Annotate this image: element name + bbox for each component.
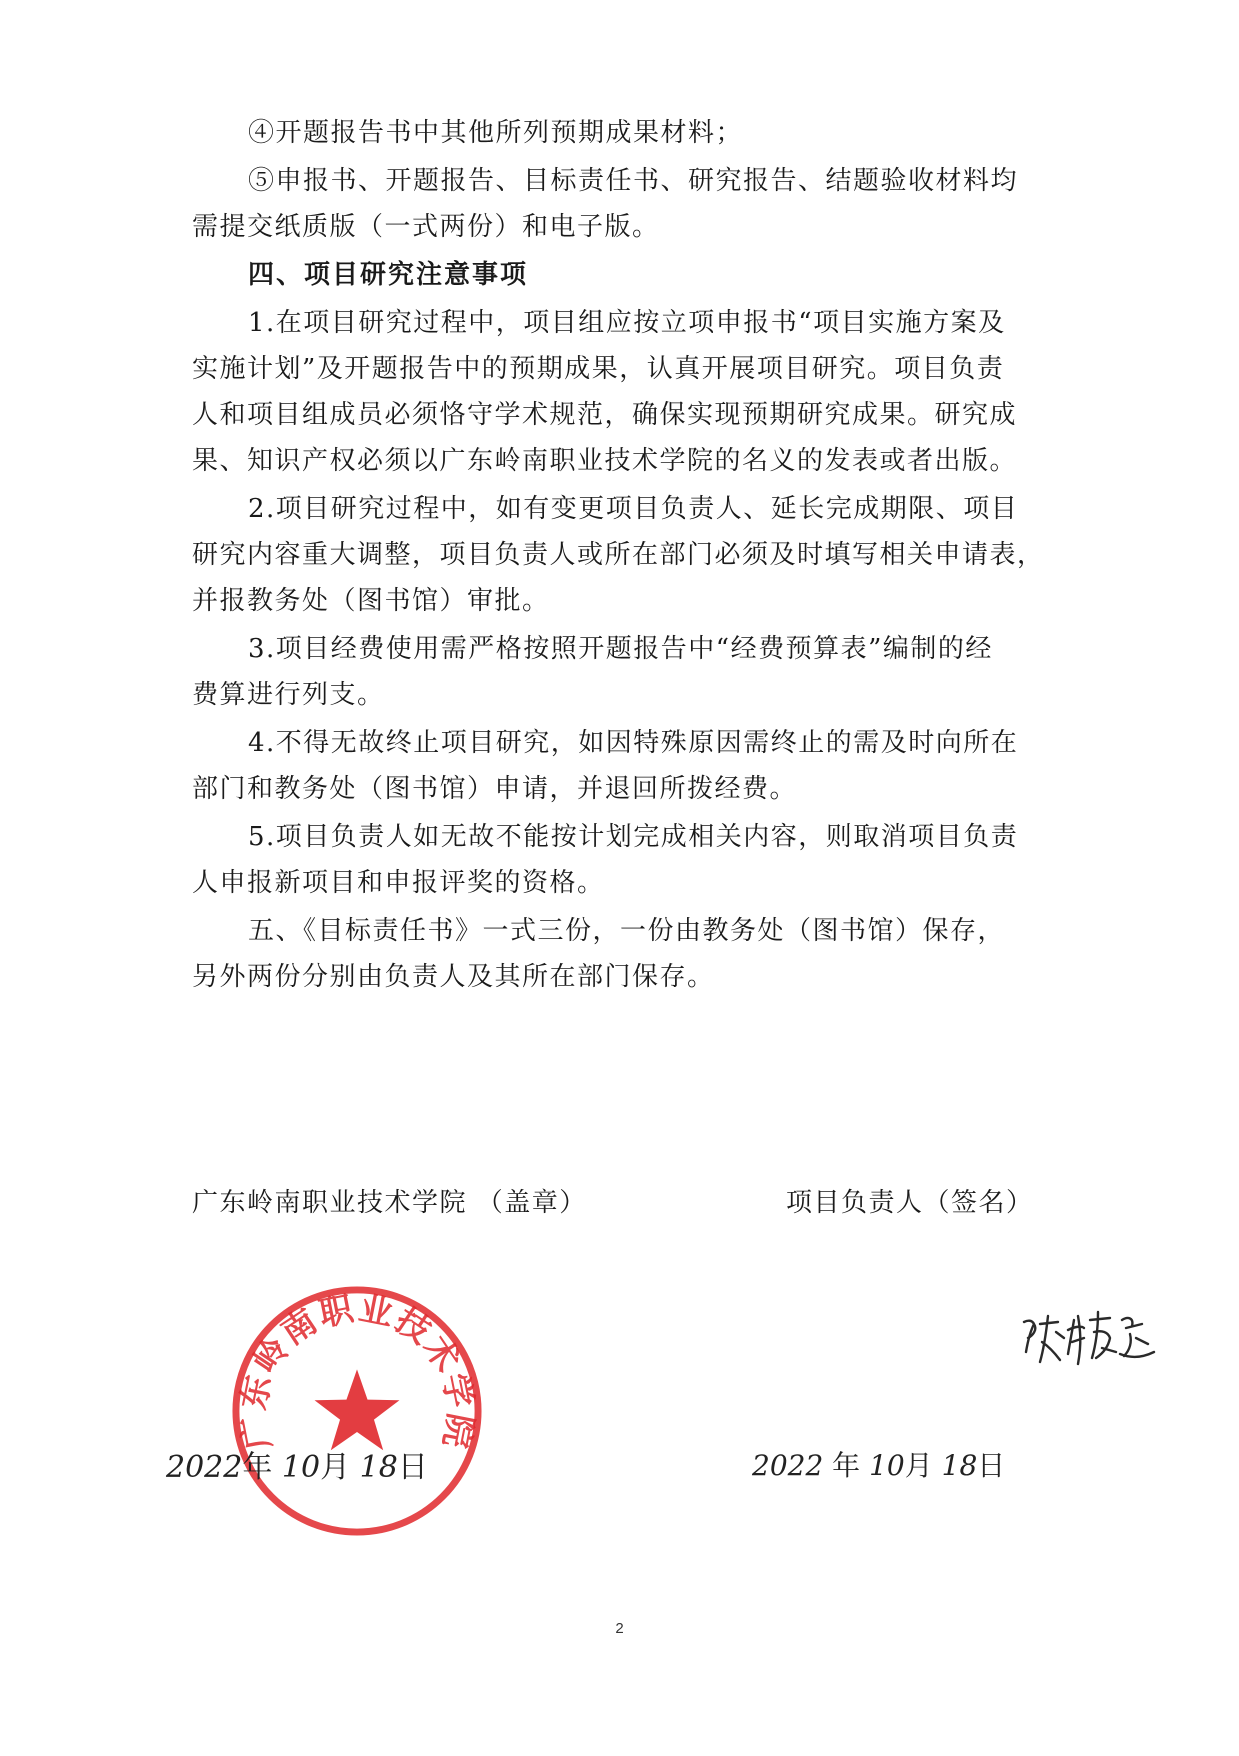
para-3-line-1: 3.项目经费使用需严格按照开题报告中“经费预算表”编制的经 bbox=[248, 634, 993, 664]
svg-text:广东岭南职业技术学院: 广东岭南职业技术学院 bbox=[233, 1288, 481, 1453]
page-number: 2 bbox=[615, 1620, 624, 1637]
para-2-line-2: 研究内容重大调整，项目负责人或所在部门必须及时填写相关申请表， bbox=[192, 540, 1045, 570]
para-3-line-2: 费算进行列支。 bbox=[192, 680, 385, 710]
left-date bbox=[166, 1442, 428, 1486]
right-date-day: 18 bbox=[941, 1449, 978, 1482]
item-5-line-2: 需提交纸质版（一式两份）和电子版。 bbox=[192, 212, 660, 242]
item-4: ④开题报告书中其他所列预期成果材料； bbox=[248, 118, 744, 148]
right-date-nian: 年 bbox=[832, 1449, 861, 1482]
para-5-line-2: 人申报新项目和申报评奖的资格。 bbox=[192, 868, 605, 898]
para-4-line-2: 部门和教务处（图书馆）申请，并退回所拨经费。 bbox=[192, 774, 798, 804]
item-5-line-1: ⑤申报书、开题报告、目标责任书、研究报告、结题验收材料均 bbox=[248, 166, 1019, 196]
para-5-line-1: 5.项目负责人如无故不能按计划完成相关内容，则取消项目负责 bbox=[248, 822, 1019, 852]
right-date-ri: 日 bbox=[977, 1449, 1006, 1482]
college-seal-label: 广东岭南职业技术学院 （盖章） bbox=[192, 1188, 587, 1218]
para-1-line-2: 实施计划”及开题报告中的预期成果，认真开展项目研究。项目负责 bbox=[192, 354, 1005, 384]
section-5-line-2: 另外两份分别由负责人及其所在部门保存。 bbox=[192, 962, 715, 992]
handwritten-signature bbox=[1018, 1308, 1168, 1378]
left-date-year: 2022 bbox=[166, 1450, 243, 1485]
section-5-line-1: 五、《目标责任书》一式三份，一份由教务处（图书馆）保存， bbox=[248, 916, 1006, 946]
right-date-month: 10 bbox=[869, 1449, 905, 1482]
left-date-ri: 日 bbox=[397, 1450, 428, 1485]
section-4-heading: 四、项目研究注意事项 bbox=[248, 260, 529, 290]
para-2-line-1: 2.项目研究过程中，如有变更项目负责人、延长完成期限、项目 bbox=[248, 494, 1019, 524]
left-date-yue: 月 bbox=[320, 1450, 351, 1485]
para-1-line-3: 人和项目组成员必须恪守学术规范，确保实现预期研究成果。研究成 bbox=[192, 400, 1018, 430]
left-date-nian: 年 bbox=[242, 1450, 273, 1485]
leader-signature-label: 项目负责人（签名） bbox=[786, 1188, 1034, 1218]
left-date-month: 10 bbox=[281, 1450, 321, 1485]
college-seal-stamp bbox=[228, 1282, 486, 1540]
left-date-day: 18 bbox=[359, 1450, 398, 1485]
right-date-year: 2022 bbox=[752, 1449, 824, 1482]
para-1-line-4: 果、知识产权必须以广东岭南职业技术学院的名义的发表或者出版。 bbox=[192, 446, 1018, 476]
right-date-yue: 月 bbox=[904, 1449, 933, 1482]
para-4-line-1: 4.不得无故终止项目研究，如因特殊原因需终止的需及时向所在 bbox=[248, 728, 1019, 758]
right-date bbox=[752, 1444, 1005, 1484]
para-1-line-1: 1.在项目研究过程中，项目组应按立项申报书“项目实施方案及 bbox=[248, 308, 1006, 338]
para-2-line-3: 并报教务处（图书馆）审批。 bbox=[192, 586, 550, 616]
